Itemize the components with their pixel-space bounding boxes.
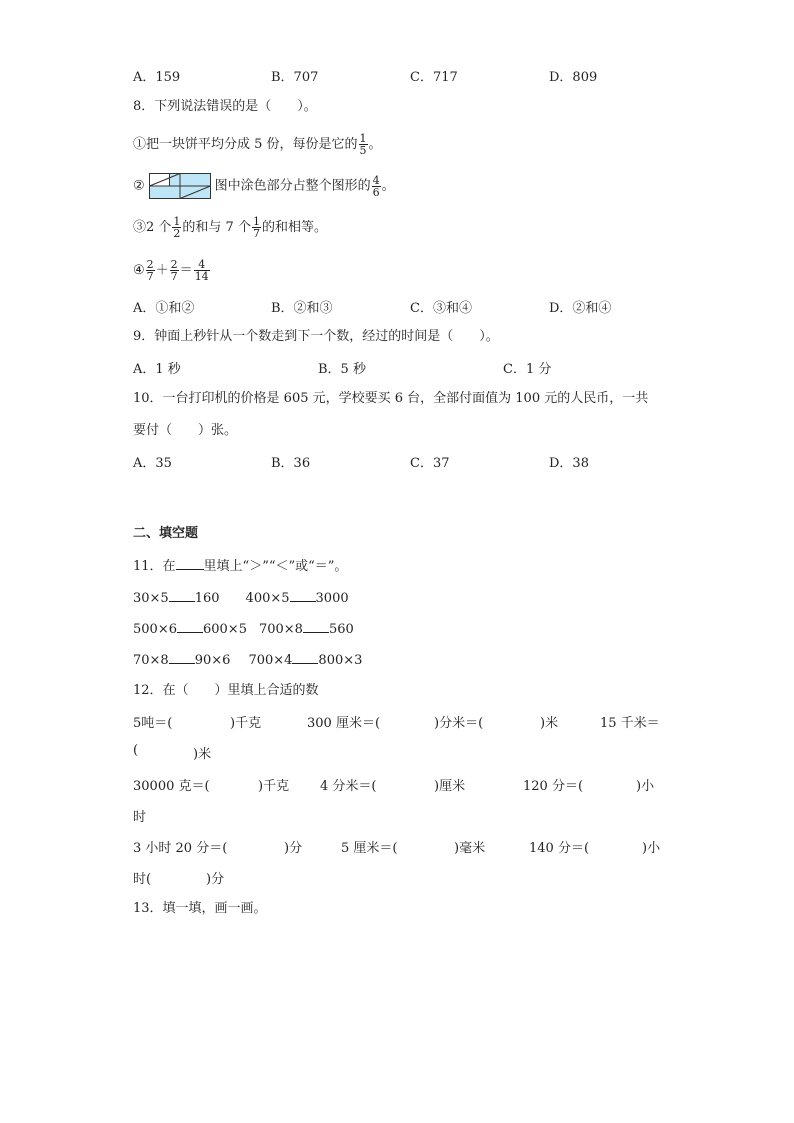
q12-l5-a: 3 小时 20 分＝( (133, 841, 228, 856)
q12-l1-f: 15 千米＝ (600, 716, 660, 731)
q8-statement-1: ①把一块饼平均分成 5 份，每份是它的 $\frac{1}{5}$ 。 (133, 132, 382, 157)
fraction: $\frac{4}{14}$ (194, 258, 209, 283)
q8-statement-3: ③2 个 $\frac{1}{2}$ 的和与 7 个 $\frac{1}{7}$ 的和相等。 (133, 215, 327, 240)
q8-option-a: A．①和② (133, 301, 195, 316)
q8-statement-4: ④ $\frac{2}{7}$ ＋ $\frac{2}{7}$ ＝ $\frac{4}{14}$ (133, 258, 209, 283)
q12-l3-e: 120 分＝( (523, 779, 584, 794)
q12-l3-d: )厘米 (434, 779, 466, 794)
q13-stem: 13．填一填，画一画。 (133, 901, 267, 916)
q12-stem: 12．在（ ）里填上合适的数 (133, 683, 319, 698)
section-title: 二、填空题 (133, 526, 199, 541)
answer-blank[interactable] (169, 587, 195, 602)
q12-l3-f: )小 (636, 779, 655, 794)
q12-l1-d: )分米＝( (434, 716, 484, 731)
q12-l5-e: 140 分＝( (529, 841, 590, 856)
q8-option-b: B．②和③ (271, 301, 333, 316)
q12-l5-d: )毫米 (454, 841, 486, 856)
q10-option-b: B．36 (271, 456, 311, 471)
q11-stem: 11．在 里填上“＞”“＜”或“＝”。 (133, 555, 347, 577)
q10-option-a: A．35 (133, 456, 172, 471)
answer-blank[interactable] (177, 618, 203, 633)
answer-blank[interactable] (176, 555, 204, 570)
q11-row-3: 70×8 90×6 700×4 800×3 (133, 649, 362, 671)
q10-stem-line2: 要付（ ）张。 (133, 423, 238, 438)
q9-option-c: C．1 分 (503, 362, 552, 377)
q8-statement-2: ② 图中涂色部分占整个图形的 $\frac{4}{6}$ 。 (133, 173, 395, 199)
q9-stem: 9．钟面上秒针从一个数走到下一个数，经过的时间是（ ）。 (133, 329, 499, 344)
shaded-rectangle-diagram (149, 173, 211, 199)
q12-l5-b: )分 (284, 841, 303, 856)
q12-l5-c: 5 厘米＝( (341, 841, 398, 856)
q10-stem-line1: 10．一台打印机的价格是 605 元，学校要买 6 台，全部付面值为 100 元的人民币，一共 (133, 391, 649, 406)
q7-option-a: A．159 (133, 70, 181, 85)
q8-s1-text: ①把一块饼平均分成 5 份，每份是它的 (133, 137, 358, 152)
q11-row-2: 500×6 600×5 700×8 560 (133, 618, 354, 640)
q12-l2-b: )米 (193, 747, 212, 762)
q12-l6-a: 时( (133, 872, 152, 887)
q12-l1-a: 5吨＝( (133, 716, 173, 731)
q12-l1-e: )米 (540, 716, 559, 731)
q10-option-d: D．38 (549, 456, 589, 471)
fraction: $\frac{2}{7}$ (170, 258, 178, 283)
answer-blank[interactable] (169, 649, 195, 664)
q12-l4-a: 时 (133, 810, 147, 825)
fraction: $\frac{1}{5}$ (359, 132, 367, 157)
q12-l3-c: 4 分米＝( (320, 779, 377, 794)
q12-l3-b: )千克 (258, 779, 290, 794)
q12-l2-a: ( (133, 743, 139, 758)
fraction: $\frac{2}{7}$ (146, 258, 154, 283)
fraction: $\frac{4}{6}$ (372, 173, 380, 199)
q10-option-c: C．37 (410, 456, 450, 471)
q8-option-d: D．②和④ (549, 301, 612, 316)
q12-l1-b: )千克 (230, 716, 262, 731)
q12-l3-a: 30000 克＝( (133, 779, 210, 794)
q11-row-1: 30×5 160 400×5 3000 (133, 587, 349, 609)
fraction: $\frac{1}{2}$ (173, 215, 181, 240)
q8-option-c: C．③和④ (410, 301, 472, 316)
answer-blank[interactable] (303, 618, 329, 633)
q12-l1-c: 300 厘米＝( (307, 716, 381, 731)
answer-blank[interactable] (292, 649, 318, 664)
q9-option-b: B．5 秒 (318, 362, 366, 377)
q12-l6-b: )分 (206, 872, 225, 887)
q8-stem: 8．下列说法错误的是（ ）。 (133, 99, 317, 114)
q12-l5-f: )小 (642, 841, 661, 856)
q9-option-a: A．1 秒 (133, 362, 181, 377)
answer-blank[interactable] (290, 587, 316, 602)
fraction: $\frac{1}{7}$ (252, 215, 260, 240)
q7-option-b: B．707 (271, 70, 319, 85)
q7-option-d: D．809 (549, 70, 598, 85)
q7-option-c: C．717 (410, 70, 458, 85)
